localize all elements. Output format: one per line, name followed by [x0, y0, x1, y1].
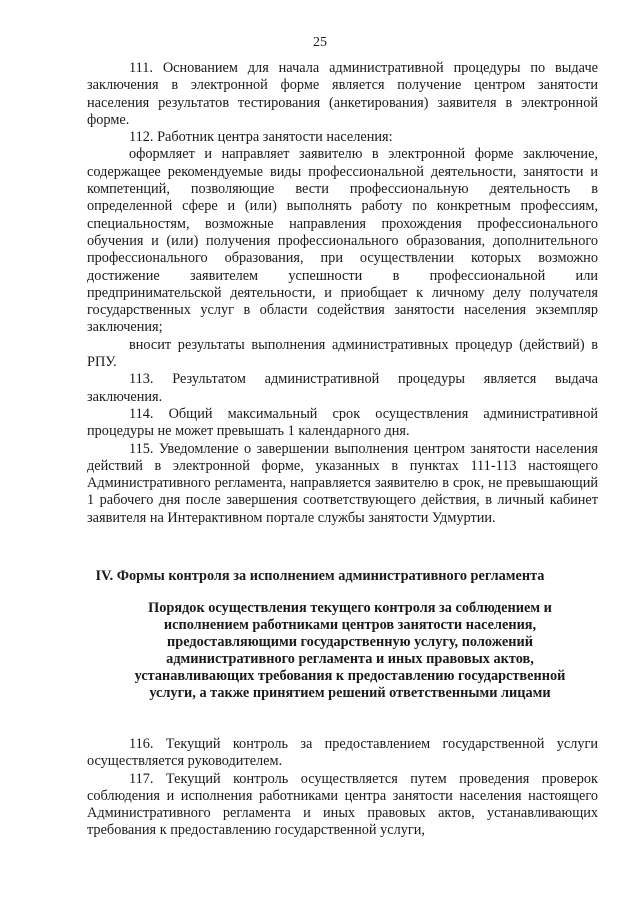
section-heading: IV. Формы контроля за исполнением административного регламента [95, 568, 545, 584]
paragraph-112-item-2: вносит результаты выполнения административных процедур (действий) в РПУ. [87, 336, 598, 371]
body-text-block [87, 60, 598, 527]
paragraph-111: 111. Основанием для начала административной процедуры по выдаче заключения в электронной форме является получение центром занятости населения результатов тестирования (анкетирования) заявителя в электронной форме. [87, 60, 598, 128]
paragraph-116: 116. Текущий контроль за предоставлением государственной услуги осуществляется руководителем. [87, 736, 598, 770]
subsection-heading: Порядок осуществления текущего контроля за соблюдением и исполнением работниками центров занятости населения, предоставляющими государственную услугу, положений административного регламента и иных правовых актов, устанавливающих требования к предоставлению государственной услуги, а также принятием решений ответственными лицами [134, 600, 566, 701]
paragraph-112: 112. Работник центра занятости населения: [129, 129, 393, 146]
paragraph-114: 114. Общий максимальный срок осуществления административной процедуры не может превышать 1 календарного дня. [87, 405, 598, 440]
body-text-block-2 [87, 736, 598, 840]
paragraph-117: 117. Текущий контроль осуществляется путем проведения проверок соблюдения и исполнения работниками центра занятости населения настоящего Административного регламента и иных правовых актов, устанавливающих требования к предоставлению государственной услуги, [87, 770, 598, 839]
paragraph-113: 113. Результатом административной процедуры является выдача заключения. [87, 371, 598, 405]
paragraph-112-item-1: оформляет и направляет заявителю в электронной форме заключение, содержащее рекомендуемые виды профессиональной деятельности, занятости и компетенций, позволяющие вести профессиональную деятельность в определенной сфере и (или) выполнять работу по конкретным профессиям, специальностям, возможные направления прохождения профессионального обучения и (или) получения профессионального образования, дополнительного профессионального образования, при осуществлении которых возможно достижение заявителем успешности в профессиональной или предпринимательской деятельности, и приобщает к личному делу получателя государственных услуг в области содействия занятости населения экземпляр заключения; [87, 146, 598, 336]
paragraph-115: 115. Уведомление о завершении выполнения центром занятости населения действий в электронной форме, указанных в пунктах 111-113 настоящего Административного регламента, направляется заявителю в срок, не превышающий 1 рабочего дня после завершения соответствующего действия, в личный кабинет заявителя на Интерактивном портале службы занятости Удмуртии. [87, 440, 598, 526]
page-number: 25 [313, 35, 327, 50]
